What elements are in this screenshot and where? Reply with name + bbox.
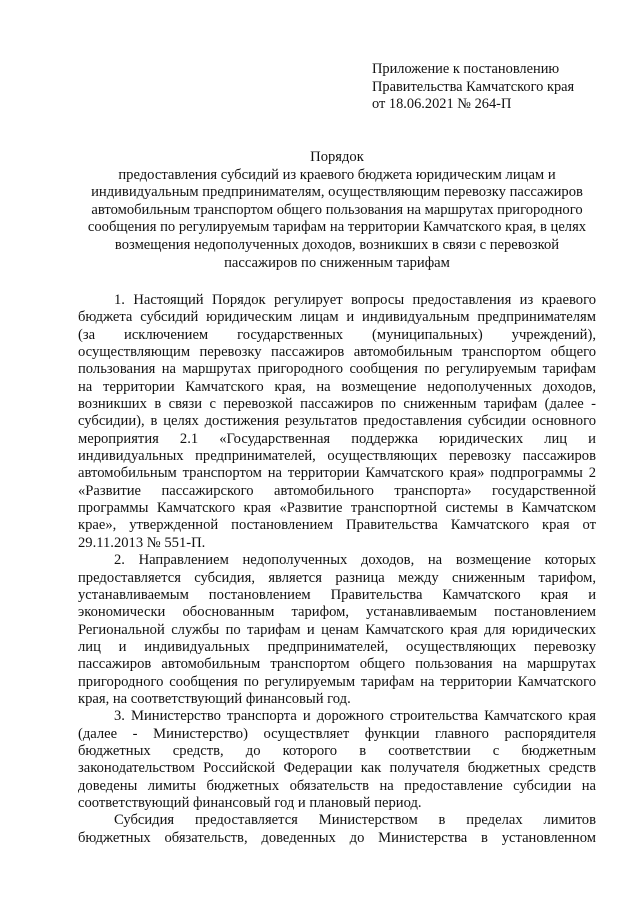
paragraph-line: автомобильным транспортом на территории Камчатского края» подпрограммы 2 bbox=[78, 465, 596, 482]
subtitle-line: индивидуальным предпринимателям, осуществляющим перевозку пассажиров bbox=[91, 184, 583, 201]
paragraph-line: лиц и индивидуальных предпринимателей, осуществляющих перевозку bbox=[78, 638, 596, 655]
paragraph-3 bbox=[78, 708, 596, 812]
paragraph-line: предоставляется субсидия, является разница между сниженным тарифом, bbox=[78, 569, 596, 586]
paragraph-1 bbox=[78, 292, 596, 552]
paragraph-line: законодательством Российской Федерации как получателя бюджетных средств bbox=[78, 760, 596, 777]
paragraph-line: на территории Камчатского края, на возмещение недополученных доходов, bbox=[78, 378, 596, 395]
subtitle-line: сообщения по регулируемым тарифам на территории Камчатского края, в целях bbox=[87, 219, 587, 236]
document-title: Порядок bbox=[310, 149, 364, 165]
paragraph-line: экономически обоснованным тарифом, устанавливаемым постановлением bbox=[78, 604, 596, 621]
paragraph-4 bbox=[78, 812, 596, 847]
paragraph-line: 2. Направлением недополученных доходов, на возмещение которых bbox=[114, 552, 596, 569]
paragraph-line: 29.11.2013 № 551-П. bbox=[78, 534, 206, 551]
appendix-header bbox=[372, 61, 574, 114]
paragraph-line: Субсидия предоставляется Министерством в пределах лимитов bbox=[114, 812, 596, 829]
paragraph-2 bbox=[78, 552, 596, 708]
paragraph-line: 3. Министерство транспорта и дорожного строительства Камчатского края bbox=[114, 708, 596, 725]
paragraph-line: (далее - Министерство) осуществляет функции главного распорядителя bbox=[78, 725, 596, 742]
title-block bbox=[78, 149, 596, 272]
paragraph-line: возникших в связи с перевозкой пассажиров по сниженным тарифам (далее - bbox=[78, 396, 596, 413]
paragraph-line: Региональной службы по тарифам и ценам Камчатского края для юридических bbox=[78, 621, 596, 638]
paragraph-line: края, на соответствующий финансовый год. bbox=[78, 690, 351, 707]
paragraph-line: 1. Настоящий Порядок регулирует вопросы предоставления из краевого bbox=[114, 292, 596, 308]
subtitle-line: пассажиров по сниженным тарифам bbox=[224, 254, 450, 271]
document-body bbox=[78, 292, 596, 847]
paragraph-line: соответствующий финансовый год и плановый период. bbox=[78, 794, 422, 811]
paragraph-line: пассажиров автомобильным транспортом общего пользования на маршрутах bbox=[78, 656, 596, 673]
appendix-line-1: Приложение к постановлению bbox=[372, 61, 560, 77]
paragraph-line: доведены лимиты бюджетных обязательств на предоставление субсидии на bbox=[78, 777, 596, 794]
paragraph-line: индивидуальных предпринимателей, осуществляющих перевозку пассажиров bbox=[78, 448, 596, 465]
paragraph-line: крае», утвержденной постановлением Правительства Камчатского края от bbox=[78, 517, 596, 534]
appendix-line-3: от 18.06.2021 № 264-П bbox=[372, 96, 512, 112]
paragraph-line: устанавливаемым постановлением Правительства Камчатского края и bbox=[78, 586, 596, 603]
paragraph-line: бюджета субсидий юридическим лицам и индивидуальным предпринимателям bbox=[78, 309, 596, 326]
paragraph-line: пригородного сообщения по регулируемым тарифам на территории Камчатского bbox=[78, 673, 596, 690]
paragraph-line: бюджетных обязательств, доведенных до Министерства в установленном bbox=[78, 829, 596, 846]
subtitle-line: возмещения недополученных доходов, возникших в связи с перевозкой bbox=[114, 236, 560, 253]
document-subtitle bbox=[78, 167, 596, 273]
paragraph-line: мероприятия 2.1 «Государственная поддержка юридических лиц и bbox=[78, 430, 596, 447]
subtitle-line: предоставления субсидий из краевого бюджета юридическим лицам и bbox=[118, 166, 556, 183]
paragraph-line: субсидии), в целях достижения результатов предоставления субсидии основного bbox=[78, 413, 596, 430]
subtitle-line: автомобильным транспортом общего пользования на маршрутах пригородного bbox=[91, 201, 583, 218]
paragraph-line: «Развитие пассажирского автомобильного транспорта» государственной bbox=[78, 482, 596, 499]
paragraph-line: бюджетных средств, до которого в соответствии с бюджетным bbox=[78, 742, 596, 759]
paragraph-line: осуществляющим перевозку пассажиров автомобильным транспортом общего bbox=[78, 344, 596, 361]
paragraph-line: пользования на маршрутах пригородного сообщения по регулируемым тарифам bbox=[78, 361, 596, 378]
paragraph-line: (за исключением государственных (муниципальных) учреждений), bbox=[78, 326, 596, 343]
paragraph-line: программы Камчатского края «Развитие транспортной системы в Камчатском bbox=[78, 500, 596, 517]
appendix-line-2: Правительства Камчатского края bbox=[372, 78, 575, 95]
